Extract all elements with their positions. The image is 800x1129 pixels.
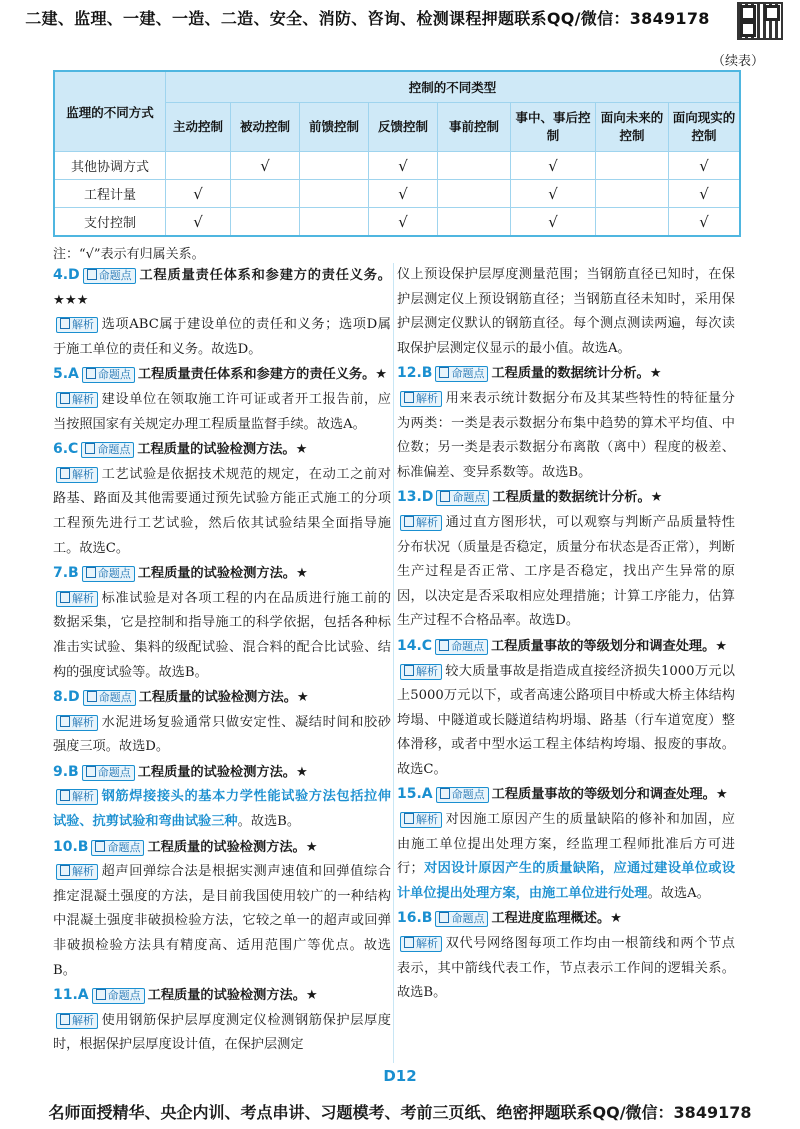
answer-body	[53, 313, 391, 362]
analysis-tag	[56, 715, 98, 731]
tag-label: 解析	[72, 715, 94, 729]
table-cell	[596, 180, 669, 208]
column-header: 前馈控制	[300, 103, 369, 152]
answer-number: 8.D	[53, 689, 80, 706]
book-icon	[60, 393, 70, 404]
analysis-tag	[400, 664, 442, 680]
answer-body	[397, 387, 735, 485]
column-header: 事前控制	[438, 103, 511, 152]
tag-label: 命题点	[97, 443, 131, 457]
tag-label: 命题点	[451, 367, 485, 381]
topic-text: 工程质量责任体系和参建方的责任义务。★	[137, 367, 388, 383]
tag-label: 命题点	[97, 368, 131, 382]
tag-label: 命题点	[107, 989, 141, 1003]
column-header: 主动控制	[166, 103, 231, 152]
answer-body	[53, 1009, 391, 1058]
book-icon	[440, 788, 450, 799]
body-text: 较大质量事故是指造成直接经济损失1000万元以上5000万元以下，或者高速公路项目中桥或大桥主体结构垮塌、中隧道或长隧道结构坍塌、路基（行车道宽度）整体滑移，或者中型水运工程主体结构垮塌、报废的事故。故选C。	[397, 663, 735, 777]
body-text: 用来表示统计数据分布及其某些特性的特征量分为两类：一类是表示数据分布集中趋势的算术平均值、中位数；另一类是表示数据分布离散（离中）程度的极差、标准偏差、变异系数等。故选B。	[397, 390, 735, 480]
body-text: 标准试验是对各项工程的内在品质进行施工前的数据采集，它是控制和指导施工的科学依据，包括各种标准击实试验、集料的级配试验、混合料的配合比试验、结构的强度试验等。故选B。	[53, 590, 391, 680]
tag-label: 解析	[416, 813, 438, 827]
answer-number: 12.B	[397, 365, 433, 382]
group-header: 控制的不同类型	[166, 71, 741, 103]
tag-label: 命题点	[451, 912, 485, 926]
book-icon	[60, 790, 70, 801]
answer-number: 14.C	[397, 637, 433, 654]
topic-text: 工程质量责任体系和参建方的责任义务。★★★	[53, 268, 391, 308]
analysis-tag	[56, 591, 98, 607]
analysis-tag	[400, 515, 442, 531]
footer-promo: 名师面授精华、央企内训、考点串讲、习题模考、考前三页纸、绝密押题联系QQ/微信：3849178	[48, 1103, 752, 1122]
row-header: 监理的不同方式	[54, 71, 166, 152]
left-column	[53, 263, 391, 1058]
column-header: 反馈控制	[369, 103, 438, 152]
highlight-text: 对因设计原因产生的质量缺陷，应通过建设单位或设计单位提出处理方案，由施工单位进行处理	[397, 861, 736, 901]
answer-number: 9.B	[53, 763, 79, 780]
table-row	[54, 180, 740, 208]
topic-tag	[435, 639, 488, 655]
topic-text: 工程质量的试验检测方法。★	[137, 566, 308, 582]
tag-label: 命题点	[97, 765, 131, 779]
answer-body	[53, 587, 391, 685]
tag-label: 解析	[72, 865, 94, 879]
topic-tag	[435, 911, 488, 927]
analysis-tag	[400, 391, 442, 407]
body-text: 工艺试验是依据技术规范的规定，在动工之前对路基、路面及其他需要通过预先试验方能正式施工的分项工程预先进行工艺试验，然后依其试验结果全面指导施工。故选C。	[53, 466, 391, 556]
right-column	[397, 263, 735, 1006]
book-icon	[87, 691, 97, 702]
book-icon	[404, 392, 414, 403]
answer-heading	[53, 437, 391, 463]
book-icon	[439, 912, 449, 923]
tag-label: 解析	[416, 664, 438, 678]
table-cell	[300, 152, 369, 180]
table-cell: √	[669, 180, 741, 208]
tag-label: 解析	[72, 318, 94, 332]
answer-body	[53, 711, 391, 760]
table-cell	[596, 152, 669, 180]
topic-tag	[436, 787, 489, 803]
header-promo: 二建、监理、一建、一造、二造、安全、消防、咨询、检测课程押题联系QQ/微信：3849178	[25, 9, 710, 28]
table-row	[54, 152, 740, 180]
tag-label: 解析	[416, 937, 438, 951]
table-cell	[438, 208, 511, 237]
body-text: 双代号网络图每项工作均由一根箭线和两个节点表示，其中箭线代表工作，节点表示工作间的逻辑关系。故选B。	[397, 936, 735, 1001]
answer-body	[53, 860, 391, 983]
body-text: 对因施工原因产生的质量缺陷的修补和加固，应由施工单位提出处理方案，经监理工程师批准后方可进行；	[397, 812, 735, 877]
analysis-tag	[400, 812, 442, 828]
book-icon	[86, 368, 96, 379]
tag-label: 命题点	[98, 691, 132, 705]
book-icon	[404, 937, 414, 948]
topic-text: 工程质量事故的等级划分和调查处理。★	[491, 787, 728, 803]
answer-body	[397, 932, 735, 1006]
analysis-tag	[400, 936, 442, 952]
topic-text: 工程质量的数据统计分析。★	[491, 366, 662, 382]
body-text: 仪上预设保护层厚度测量范围；当钢筋直径已知时，在保护层测定仪上预设钢筋直径；当钢筋直径未知时，采用保护层测定仪默认的钢筋直径。每个测点测读两遍，每次读取保护层测定仪显示的最小值。故选A。	[397, 267, 735, 356]
answer-number: 6.C	[53, 441, 79, 458]
answer-heading	[397, 634, 735, 660]
analysis-tag	[56, 864, 98, 880]
answer-heading	[53, 685, 391, 711]
answer-body	[397, 263, 735, 361]
answer-heading	[53, 983, 391, 1009]
book-icon	[60, 318, 70, 329]
answer-body	[53, 463, 391, 561]
highlight-text: 钢筋焊接接头的基本力学性能试验方法包括拉伸试验、抗剪试验和弯曲试验三种	[53, 789, 391, 830]
topic-tag	[92, 988, 145, 1004]
row-label: 支付控制	[54, 208, 166, 237]
answer-heading	[397, 485, 735, 511]
analysis-tag	[56, 392, 98, 408]
table-cell: √	[511, 208, 596, 237]
book-icon	[87, 269, 97, 280]
topic-text: 工程质量的数据统计分析。★	[492, 490, 663, 506]
book-icon	[60, 865, 70, 876]
body-text: 选项ABC属于建设单位的责任和义务；选项D属于施工单位的责任和义务。故选D。	[53, 317, 391, 357]
book-icon	[439, 640, 449, 651]
answer-heading	[53, 561, 391, 587]
topic-tag	[82, 367, 135, 383]
answer-number: 13.D	[397, 489, 434, 506]
qr-code-icon	[737, 2, 783, 40]
book-icon	[86, 766, 96, 777]
tag-label: 解析	[416, 515, 438, 529]
table-cell	[438, 180, 511, 208]
book-icon	[95, 841, 105, 852]
table-cell: √	[166, 208, 231, 237]
table-cell: √	[511, 180, 596, 208]
row-label: 其他协调方式	[54, 152, 166, 180]
table-row	[54, 208, 740, 237]
topic-tag	[82, 765, 135, 781]
book-icon	[60, 468, 70, 479]
column-header: 事中、事后控制	[511, 103, 596, 152]
body-text: 使用钢筋保护层厚度测定仪检测钢筋保护层厚度时，根据保护层厚度设计值，在保护层测定	[53, 1012, 391, 1053]
analysis-tag	[56, 317, 98, 333]
topic-tag	[82, 566, 135, 582]
table-cell	[300, 208, 369, 237]
analysis-tag	[56, 1013, 98, 1029]
answer-heading	[397, 782, 735, 808]
answer-heading	[397, 361, 735, 387]
topic-tag	[83, 268, 136, 284]
table-cell: √	[369, 208, 438, 237]
tag-label: 解析	[72, 790, 94, 804]
answer-number: 15.A	[397, 786, 433, 803]
topic-tag	[81, 442, 134, 458]
table-cell	[596, 208, 669, 237]
answer-number: 11.A	[53, 987, 89, 1004]
topic-text: 工程质量的试验检测方法。★	[137, 442, 308, 458]
answer-number: 4.D	[53, 267, 80, 283]
topic-tag	[436, 490, 489, 506]
row-label: 工程计量	[54, 180, 166, 208]
topic-tag	[91, 840, 144, 856]
book-icon	[86, 567, 96, 578]
tag-label: 解析	[416, 391, 438, 405]
column-header: 被动控制	[231, 103, 300, 152]
tag-label: 命题点	[98, 269, 132, 282]
table-cell	[300, 180, 369, 208]
column-divider	[393, 263, 394, 1063]
answer-number: 5.A	[53, 366, 79, 383]
table-cell: √	[669, 208, 741, 237]
body-text: 建设单位在领取施工许可证或者开工报告前，应当按照国家有关规定办理工程质量监督手续。故选A。	[53, 391, 391, 432]
book-icon	[60, 1014, 70, 1025]
body-text: 。故选A。	[647, 885, 710, 901]
book-icon	[440, 491, 450, 502]
answer-body	[397, 808, 735, 906]
table-cell: √	[511, 152, 596, 180]
column-header: 面向现实的控制	[669, 103, 741, 152]
topic-text: 工程质量的试验检测方法。★	[138, 690, 309, 706]
book-icon	[60, 592, 70, 603]
table-cell	[231, 208, 300, 237]
answer-heading	[53, 760, 391, 786]
tag-label: 命题点	[97, 567, 131, 581]
answer-heading	[397, 906, 735, 932]
analysis-tag	[56, 467, 98, 483]
answer-heading	[53, 263, 391, 313]
topic-tag	[83, 690, 136, 706]
topic-text: 工程质量的试验检测方法。★	[147, 988, 318, 1004]
page-number: D12	[383, 1067, 417, 1085]
tag-label: 解析	[72, 591, 94, 605]
answer-body	[53, 785, 391, 834]
answer-heading	[53, 362, 391, 388]
answer-body	[397, 511, 735, 634]
book-icon	[404, 813, 414, 824]
body-text: 水泥进场复验通常只做安定性、凝结时间和胶砂强度三项。故选D。	[53, 714, 391, 755]
tag-label: 解析	[72, 467, 94, 481]
tag-label: 解析	[72, 1013, 94, 1027]
tag-label: 命题点	[451, 788, 485, 802]
analysis-tag	[56, 789, 98, 805]
answer-body	[53, 388, 391, 437]
topic-text: 工程进度监理概述。★	[491, 911, 622, 927]
book-icon	[96, 989, 106, 1000]
tag-label: 解析	[72, 392, 94, 406]
book-icon	[404, 516, 414, 527]
answer-heading	[53, 835, 391, 861]
topic-text: 工程质量事故的等级划分和调查处理。★	[491, 638, 728, 654]
table-cell: √	[369, 152, 438, 180]
continued-label: （续表）	[711, 54, 764, 69]
table-cell: √	[669, 152, 741, 180]
answer-number: 16.B	[397, 910, 433, 927]
table-note: 注：“√”表示有归属关系。	[53, 247, 205, 262]
book-icon	[85, 443, 95, 454]
tag-label: 命题点	[452, 491, 486, 505]
book-icon	[404, 665, 414, 676]
table-cell	[231, 180, 300, 208]
table-cell: √	[166, 180, 231, 208]
topic-text: 工程质量的试验检测方法。★	[137, 764, 308, 780]
table-cell	[166, 152, 231, 180]
answer-number: 7.B	[53, 565, 79, 582]
book-icon	[439, 367, 449, 378]
answer-number: 10.B	[53, 838, 89, 855]
table-cell: √	[231, 152, 300, 180]
body-text: 。故选B。	[237, 814, 301, 830]
topic-tag	[435, 366, 488, 382]
topic-text: 工程质量的试验检测方法。★	[147, 839, 318, 855]
book-icon	[60, 716, 70, 727]
tag-label: 命题点	[107, 840, 141, 854]
body-text: 通过直方图形状，可以观察与判断产品质量特性分布状况（质量是否稳定，质量分布状态是否正常），判断生产过程是否正常、工序是否稳定，找出产生异常的原因，以决定是否采取相应处理措施；计算工序能力，估算生产过程不合格品率。故选D。	[397, 514, 735, 629]
body-text: 超声回弹综合法是根据实测声速值和回弹值综合推定混凝土强度的方法，是目前我国使用较广的一种结构中混凝土强度非破损检验方法，它较之单一的超声或回弹非破损检验方法具有精度高、适用范围广等优点。故选B。	[53, 864, 391, 978]
answer-body	[397, 660, 735, 783]
control-table	[53, 70, 741, 237]
tag-label: 命题点	[451, 639, 485, 653]
table-cell	[438, 152, 511, 180]
column-header: 面向未来的控制	[596, 103, 669, 152]
table-cell: √	[369, 180, 438, 208]
